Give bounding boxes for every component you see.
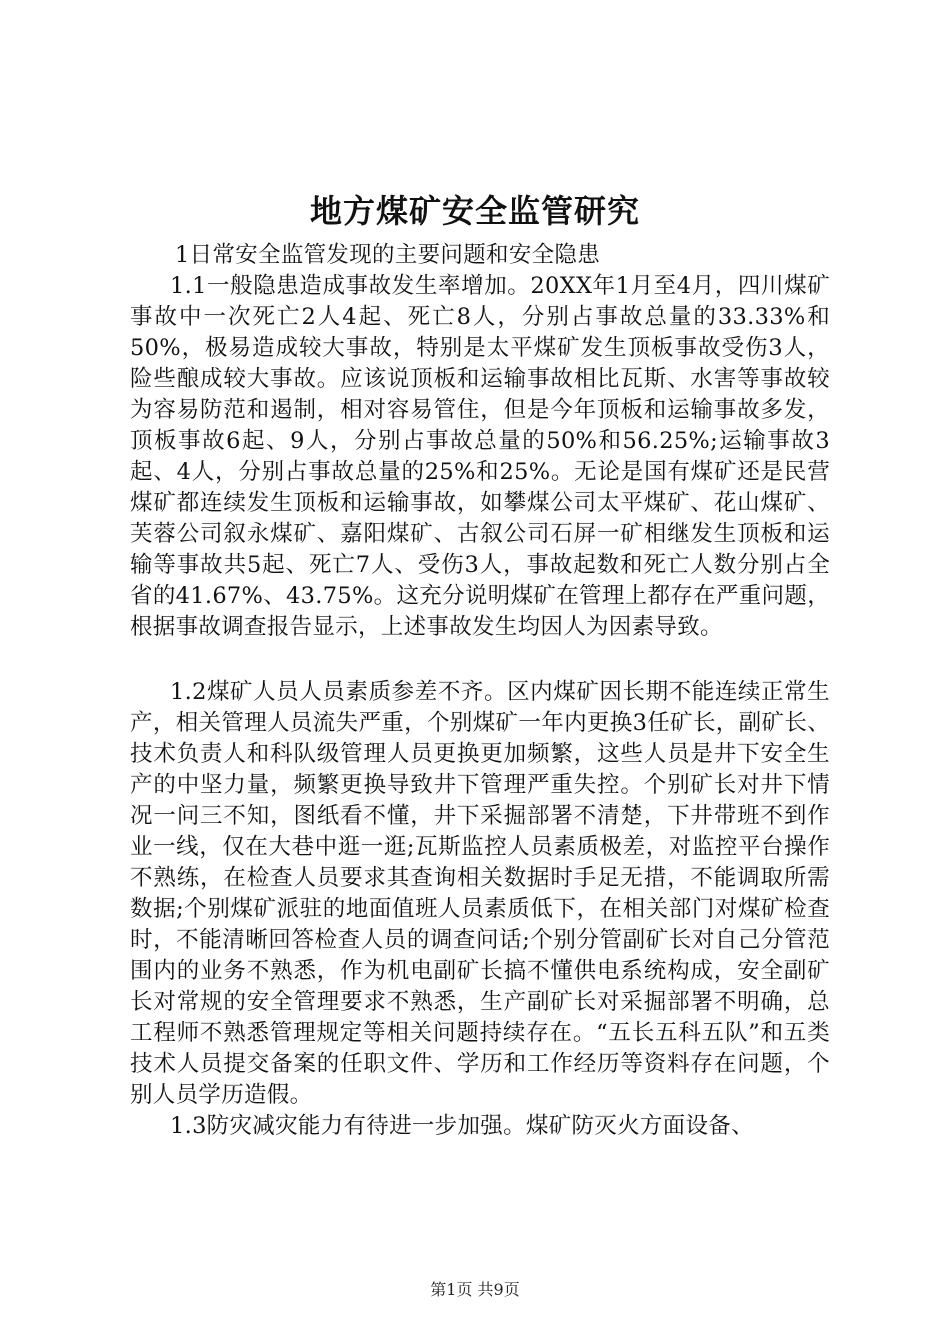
paragraph-1-3: 1.3防灾减灾能力有待进一步加强。煤矿防灭火方面设备、 <box>170 1113 754 1139</box>
document-body <box>130 240 830 1142</box>
section-heading-1: 1日常安全监管发现的主要问题和安全隐患 <box>175 242 601 268</box>
document-title: 地方煤矿安全监管研究 <box>309 192 640 230</box>
page-number-footer: 第1页 共9页 <box>430 1280 520 1299</box>
paragraph-spacer <box>130 643 830 677</box>
paragraph-1-2: 1.2煤矿人员人员素质参差不齐。区内煤矿因长期不能连续正常生产，相关管理人员流失严重，个别煤矿一年内更换3任矿长，副矿长、技术负责人和科队级管理人员更换更加频繁，这些人员是井下安全生产的中坚力量，频繁更换导致井下管理严重失控。个别矿长对井下情况一问三不知，图纸看不懂，井下采掘部署不清楚，下井带班不到作业一线，仅在大巷中逛一逛;瓦斯监控人员素质极差，对监控平台操作不熟练，在检查人员要求其查询相关数据时手足无措，不能调取所需数据;个别煤矿派驻的地面值班人员素质低下，在相关部门对煤矿检查时，不能清晰回答检查人员的调查问话;个别分管副矿长对自己分管范围内的业务不熟悉，作为机电副矿长搞不懂供电系统构成，安全副矿长对常规的安全管理要求不熟悉，生产副矿长对采掘部署不明确，总工程师不熟悉管理规定等相关问题持续存在。“五长五科五队”和五类技术人员提交备案的任职文件、学历和工作经历等资料存在问题，个别人员学历造假。 <box>130 679 830 1108</box>
paragraph-1-1: 1.1一般隐患造成事故发生率增加。20XX年1月至4月，四川煤矿事故中一次死亡2人4起、死亡8人，分别占事故总量的33.33%和50%，极易造成较大事故，特别是太平煤矿发生顶板事故受伤3人，险些酿成较大事故。应该说顶板和运输事故相比瓦斯、水害等事故较为容易防范和遏制，相对容易管住，但是今年顶板和运输事故多发，顶板事故6起、9人，分别占事故总量的50%和56.25%;运输事故3起、4人，分别占事故总量的25%和25%。无论是国有煤矿还是民营煤矿都连续发生顶板和运输事故，如攀煤公司太平煤矿、花山煤矿、芙蓉公司叙永煤矿、嘉阳煤矿、古叙公司石屏一矿相继发生顶板和运输等事故共5起、死亡7人、受伤3人，事故起数和死亡人数分别占全省的41.67%、43.75%。这充分说明煤矿在管理上都存在严重问题，根据事故调查报告显示，上述事故发生均因人为因素导致。 <box>130 273 830 640</box>
